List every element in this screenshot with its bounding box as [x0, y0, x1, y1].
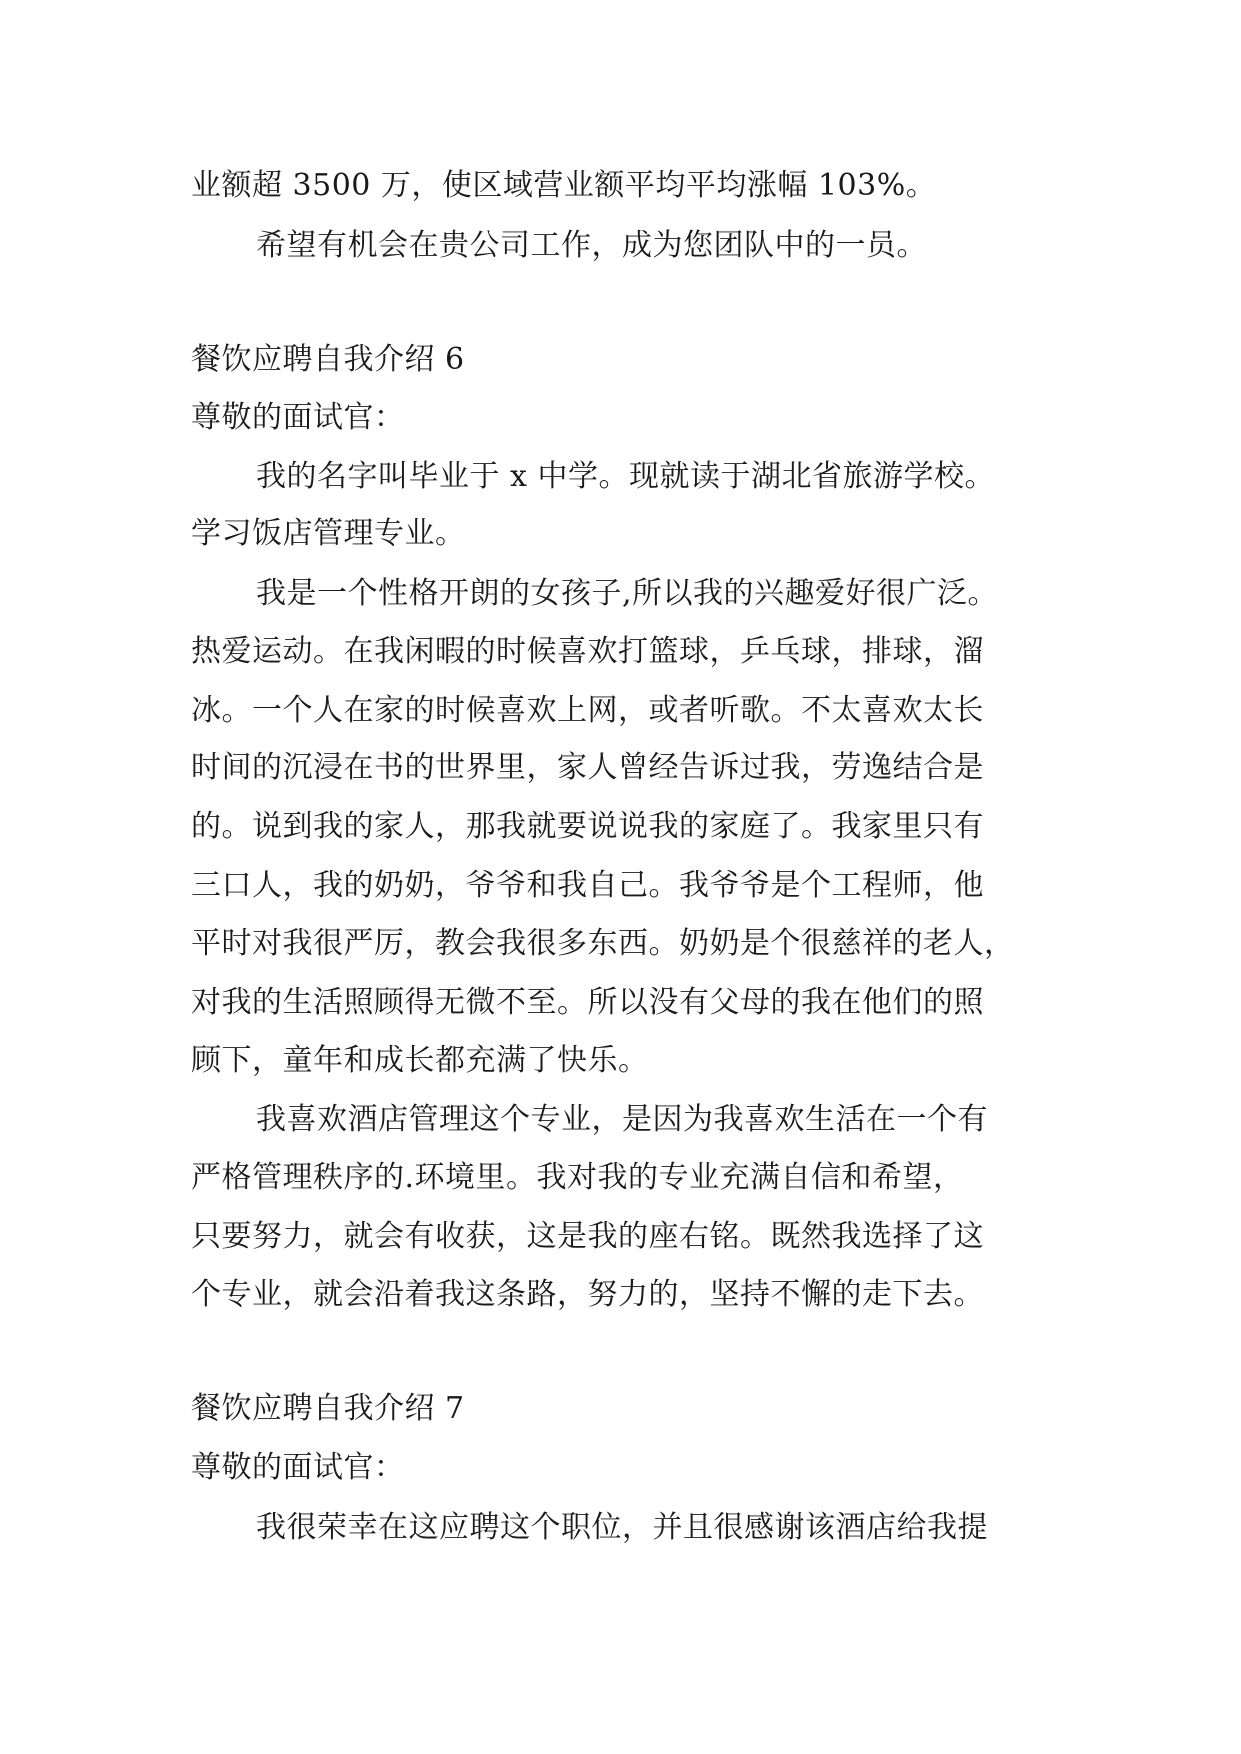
paragraph-line: 冰。一个人在家的时候喜欢上网，或者听歌。不太喜欢太长 — [191, 693, 984, 728]
paragraph-line: 顾下，童年和成长都充满了快乐。 — [191, 1043, 649, 1078]
salutation: 尊敬的面试官： — [191, 1450, 405, 1485]
salutation: 尊敬的面试官： — [191, 400, 405, 435]
paragraph-line: 平时对我很严厉，教会我很多东西。奶奶是个很慈祥的老人， — [191, 926, 1015, 961]
paragraph-line: 只要努力，就会有收获，这是我的座右铭。既然我选择了这 — [191, 1219, 984, 1254]
paragraph-line: 业额超 3500 万，使区域营业额平均平均涨幅 103%。 — [191, 168, 937, 203]
paragraph-line: 对我的生活照顾得无微不至。所以没有父母的我在他们的照 — [191, 985, 984, 1020]
paragraph-line: 我喜欢酒店管理这个专业，是因为我喜欢生活在一个有 — [256, 1102, 988, 1137]
paragraph-line: 个专业，就会沿着我这条路，努力的，坚持不懈的走下去。 — [191, 1277, 984, 1312]
paragraph-line: 学习饭店管理专业。 — [191, 516, 466, 551]
section-heading: 餐饮应聘自我介绍 7 — [191, 1391, 465, 1426]
paragraph-line: 三口人，我的奶奶，爷爷和我自己。我爷爷是个工程师，他 — [191, 868, 984, 903]
paragraph-line: 希望有机会在贵公司工作，成为您团队中的一员。 — [256, 228, 927, 263]
paragraph-line: 热爱运动。在我闲暇的时候喜欢打篮球，乒乓球，排球，溜 — [191, 634, 984, 669]
paragraph-line: 我是一个性格开朗的女孩子,所以我的兴趣爱好很广泛。 — [256, 576, 999, 611]
paragraph-line: 严格管理秩序的.环境里。我对我的专业充满自信和希望， — [191, 1160, 964, 1195]
paragraph-line: 时间的沉浸在书的世界里，家人曾经告诉过我，劳逸结合是 — [191, 750, 984, 785]
paragraph-line: 的。说到我的家人，那我就要说说我的家庭了。我家里只有 — [191, 809, 984, 844]
section-heading: 餐饮应聘自我介绍 6 — [191, 342, 465, 377]
paragraph-line: 我很荣幸在这应聘这个职位，并且很感谢该酒店给我提 — [256, 1510, 988, 1545]
paragraph-line: 我的名字叫毕业于 x 中学。现就读于湖北省旅游学校。 — [256, 459, 995, 494]
